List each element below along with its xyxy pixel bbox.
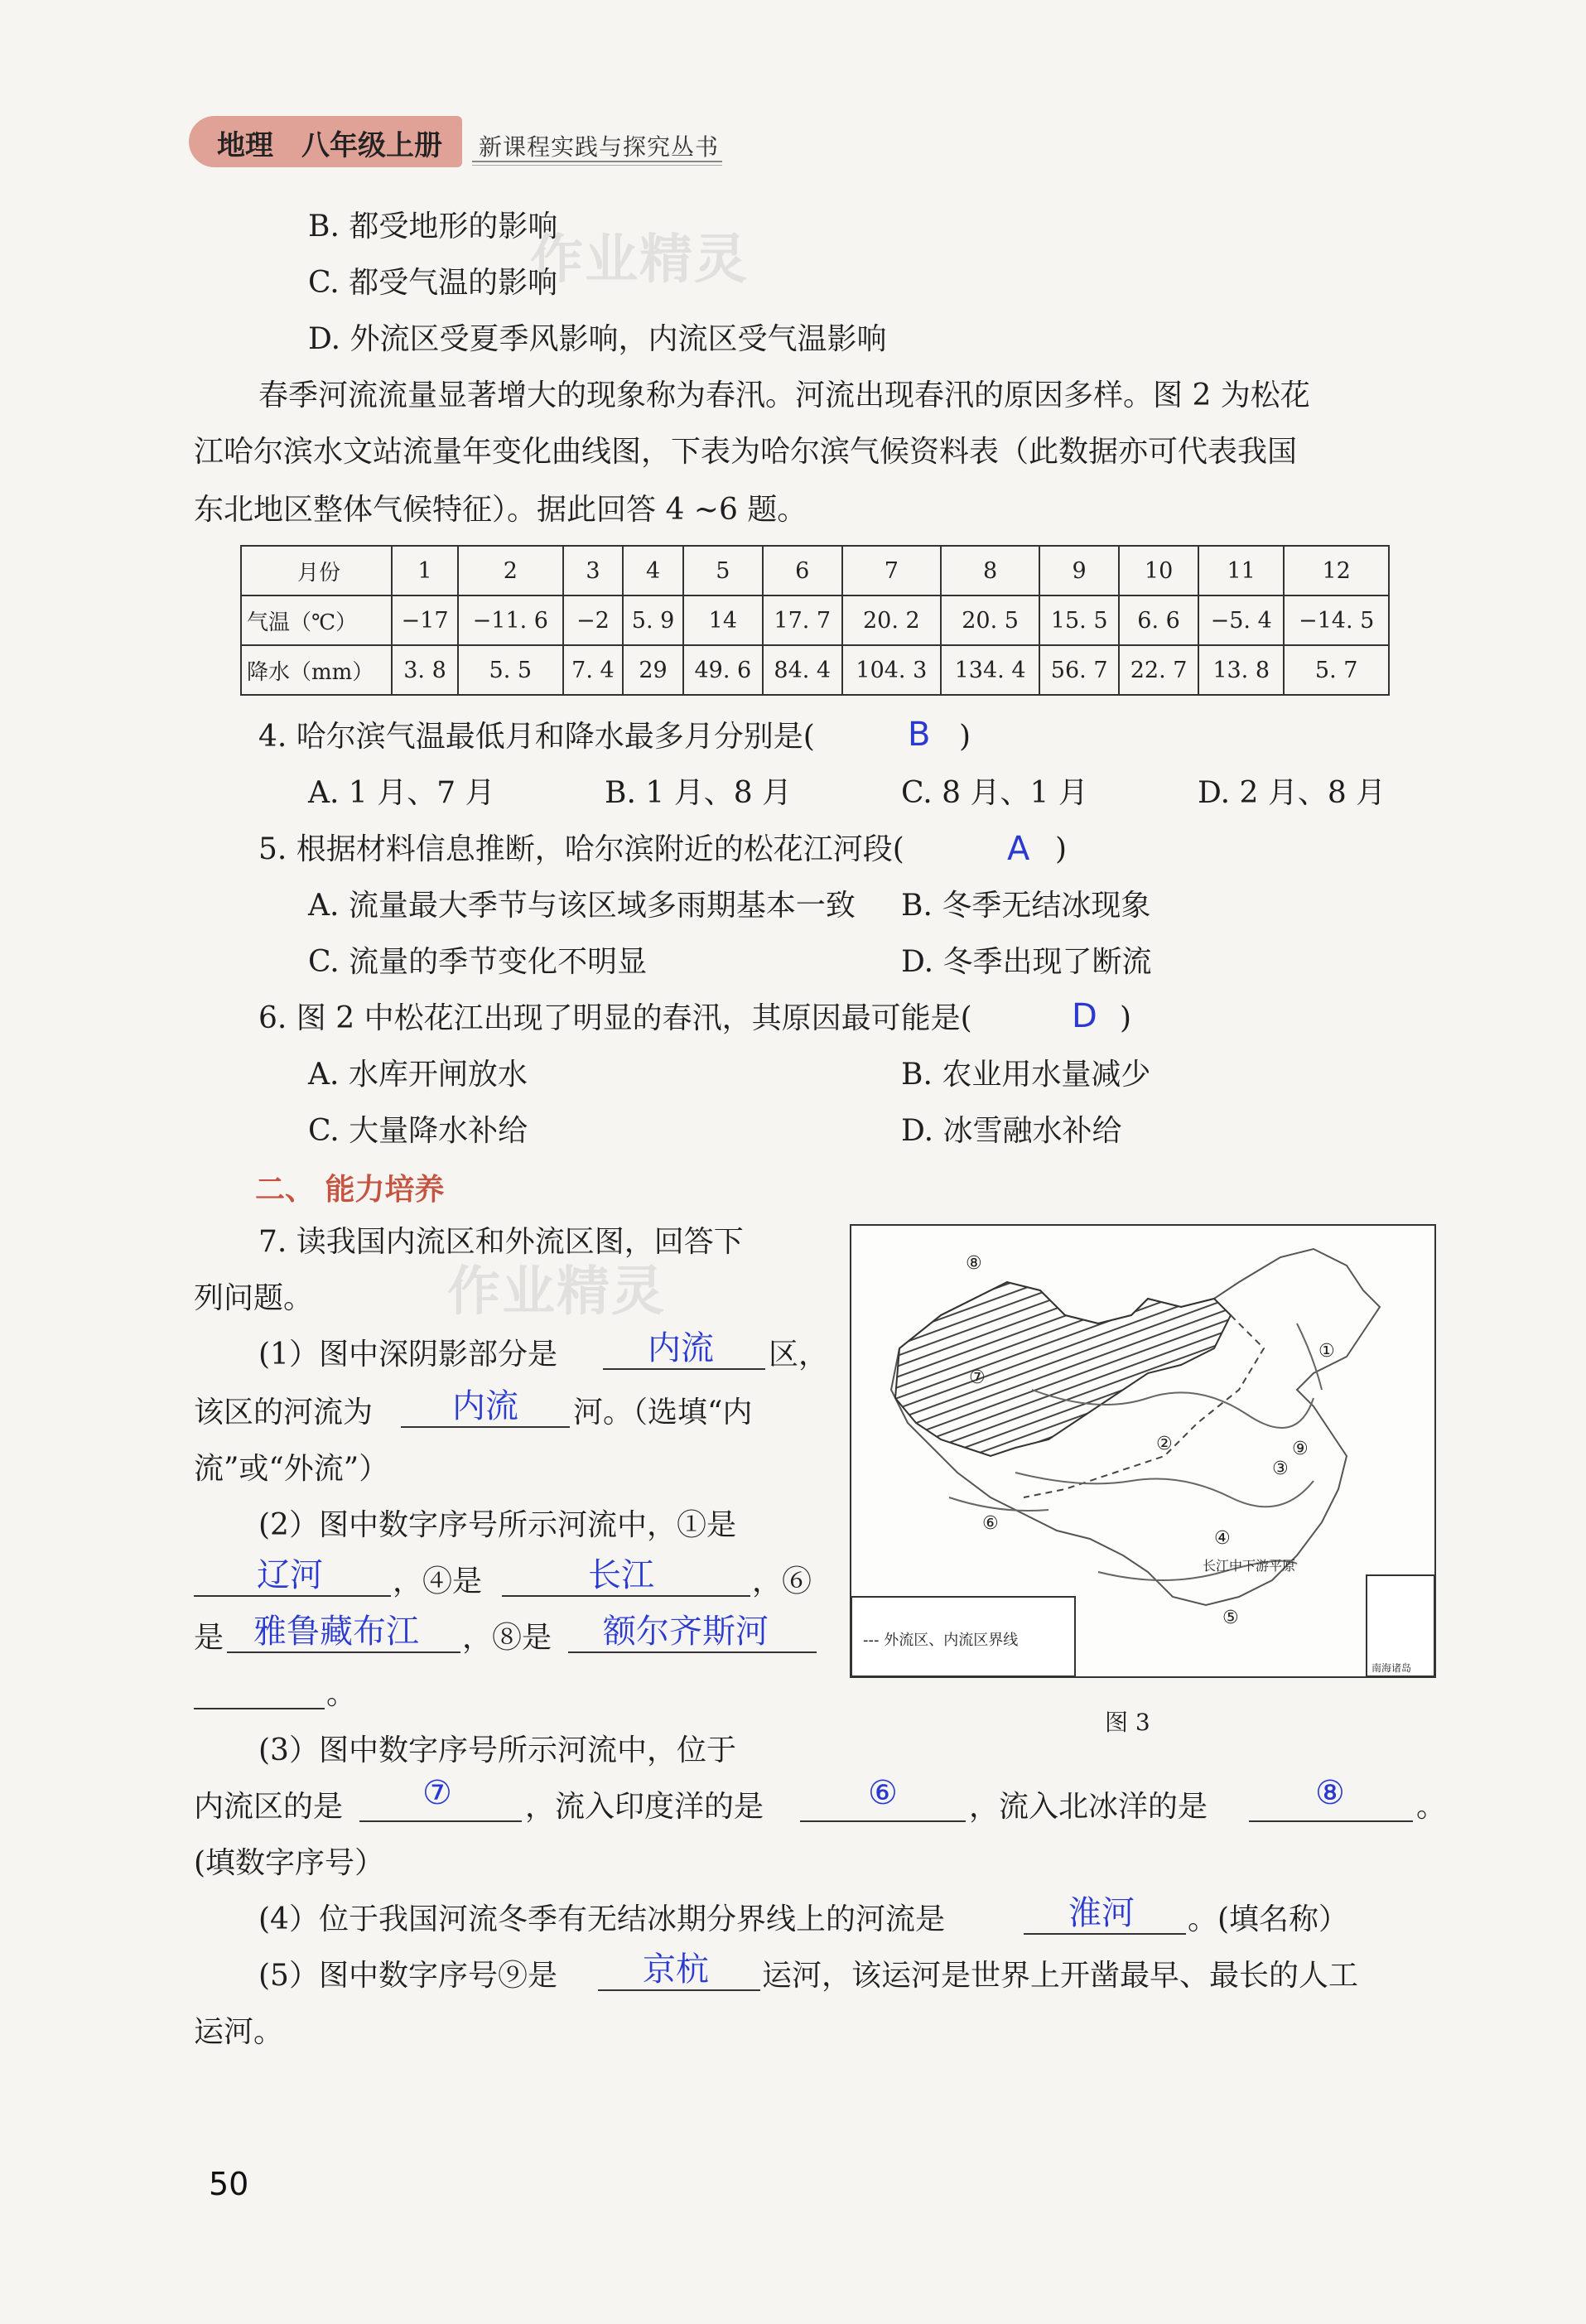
q6-close: ) [1120, 1001, 1132, 1035]
header-grade: 八年级上册 [301, 129, 442, 162]
answer-blank [227, 1651, 460, 1653]
map-marker: ⑥ [982, 1513, 999, 1534]
q7-p3-a: (3）图中数字序号所示河流中，位于 [258, 1733, 736, 1767]
q7-p2-answer-1: 辽河 [257, 1556, 323, 1594]
q7-p3-d: ，流入北冰洋的是 [969, 1790, 1208, 1824]
q7-p5-b: 运河，该运河是世界上开凿最早、最长的人工 [762, 1959, 1359, 1993]
precip-cell: 5. 7 [1284, 645, 1389, 695]
q7-p2-b: ，④是 [393, 1565, 483, 1598]
q5-stem: 5. 根据材料信息推断，哈尔滨附近的松花江河段( [258, 832, 904, 866]
map-marker: ⑧ [966, 1253, 982, 1274]
answer-blank [359, 1820, 522, 1822]
q4-answer: B [908, 716, 931, 754]
intro-line-2: 江哈尔滨水文站流量年变化曲线图，下表为哈尔滨气候资料表（此数据亦可代表我国 [194, 435, 1298, 469]
table-row-months [241, 546, 1389, 595]
temp-cell: −5. 4 [1198, 595, 1284, 645]
header-rule [472, 161, 722, 162]
q7-p2-d: 是 [194, 1621, 224, 1655]
map-marker: ④ [1214, 1528, 1231, 1549]
q7-p4-answer: 淮河 [1068, 1894, 1135, 1932]
q7-p1-a: (1）图中深阴影部分是 [258, 1338, 557, 1372]
table-row-temperature [241, 595, 1389, 645]
month-cell: 9 [1039, 546, 1119, 595]
map-marker: ⑤ [1222, 1608, 1239, 1628]
header-subject: 地理 [217, 129, 273, 162]
month-cell: 6 [763, 546, 842, 595]
q6-option-a: A. 水库开闸放水 [308, 1058, 528, 1092]
q7-p3-c: ，流入印度洋的是 [525, 1790, 764, 1824]
q4-option-b: B. 1 月、8 月 [605, 776, 793, 810]
temp-label: 气温（℃） [241, 595, 392, 645]
precip-cell: 104. 3 [842, 645, 941, 695]
temp-cell: 20. 5 [941, 595, 1039, 645]
q7-p5-answer: 京杭 [643, 1950, 709, 1989]
q4-close: ) [959, 720, 971, 754]
q7-p3-answer-2: ⑥ [868, 1774, 898, 1812]
q7-p5-a: (5）图中数字序号⑨是 [258, 1959, 557, 1993]
q4-option-d: D. 2 月、8 月 [1198, 776, 1386, 810]
answer-blank [800, 1820, 966, 1822]
intro-line-1: 春季河流流量显著增大的现象称为春汛。河流出现春汛的原因多样。图 2 为松花 [258, 378, 1310, 412]
q7-p2-answer-6: 雅鲁藏布江 [253, 1613, 419, 1651]
watermark: 作业精灵 [530, 229, 749, 291]
precip-cell: 49. 6 [683, 645, 763, 695]
q7-p2-c: ，⑥ [752, 1565, 812, 1598]
temp-cell: 20. 2 [842, 595, 941, 645]
q7-p1-answer-2: 内流 [452, 1387, 518, 1425]
month-cell: 10 [1119, 546, 1198, 595]
answer-blank [1024, 1933, 1186, 1935]
q7-p2-answer-4: 长江 [588, 1556, 654, 1594]
map-plain-label: 长江中下游平原 [1203, 1558, 1296, 1574]
q7-p2-f: 。 [326, 1677, 357, 1711]
precip-cell: 134. 4 [941, 645, 1039, 695]
q7-p1-d: 河。（选填“内 [573, 1396, 753, 1430]
answer-blank [194, 1708, 325, 1709]
prev-option-b: B. 都受地形的影响 [308, 210, 558, 243]
q5-close: ) [1055, 832, 1068, 866]
prev-option-c: C. 都受气温的影响 [308, 266, 558, 300]
china-drainage-map [850, 1224, 1436, 1678]
month-cell: 4 [623, 546, 683, 595]
q7-p4-b: 。(填名称） [1188, 1902, 1349, 1936]
q7-p4-a: (4）位于我国河流冬季有无结冰期分界线上的河流是 [258, 1902, 945, 1936]
page-number: 50 [209, 2166, 249, 2202]
month-cell: 2 [458, 546, 563, 595]
q7-p3-answer-1: ⑦ [422, 1774, 452, 1812]
map-inset-box [1367, 1575, 1434, 1676]
q7-p2-e: ，⑧是 [462, 1621, 552, 1655]
q4-option-c: C. 8 月、1 月 [901, 776, 1088, 810]
map-marker: ③ [1272, 1459, 1289, 1479]
month-cell: 11 [1198, 546, 1284, 595]
map-marker: ① [1318, 1341, 1335, 1362]
q7-p2-answer-8: 额尔齐斯河 [603, 1613, 769, 1651]
precip-cell: 5. 5 [458, 645, 563, 695]
map-inset-label: 南海诸岛 [1371, 1662, 1412, 1674]
q7-p1-c: 该区的河流为 [194, 1396, 374, 1430]
q5-option-d: D. 冬季出现了断流 [901, 945, 1152, 979]
map-caption: 图 3 [1105, 1709, 1150, 1736]
q6-option-c: C. 大量降水补给 [308, 1114, 528, 1148]
table-row-precipitation [241, 645, 1389, 695]
answer-blank [502, 1595, 750, 1597]
map-marker: ⑦ [969, 1367, 986, 1388]
temp-cell: −2 [563, 595, 624, 645]
q4-option-a: A. 1 月、7 月 [308, 776, 495, 810]
q7-p2-a: (2）图中数字序号所示河流中，①是 [258, 1508, 736, 1542]
q6-option-b: B. 农业用水量减少 [901, 1058, 1151, 1092]
climate-table [240, 545, 1390, 696]
temp-cell: 6. 6 [1119, 595, 1198, 645]
q7-intro-2: 列问题。 [194, 1281, 314, 1315]
answer-blank [603, 1368, 765, 1370]
q7-p1-e: 流”或“外流”） [194, 1452, 389, 1486]
month-cell: 12 [1284, 546, 1389, 595]
q7-p1-b: 区， [769, 1338, 829, 1372]
temp-cell: −17 [392, 595, 458, 645]
precip-cell: 22. 7 [1119, 645, 1198, 695]
map-marker: ⑨ [1292, 1439, 1309, 1459]
q5-option-c: C. 流量的季节变化不明显 [308, 945, 648, 979]
temp-cell: 14 [683, 595, 763, 645]
answer-blank [401, 1426, 570, 1428]
temp-cell: 17. 7 [763, 595, 842, 645]
precip-label: 降水（mm） [241, 645, 392, 695]
month-cell: 7 [842, 546, 941, 595]
precip-cell: 7. 4 [563, 645, 624, 695]
temp-cell: 5. 9 [623, 595, 683, 645]
q7-p3-e: 。 [1416, 1790, 1447, 1824]
prev-option-d: D. 外流区受夏季风影响，内流区受气温影响 [308, 322, 887, 356]
precip-cell: 56. 7 [1039, 645, 1119, 695]
q7-p5-c: 运河。 [194, 2015, 284, 2049]
precip-cell: 84. 4 [763, 645, 842, 695]
precip-cell: 3. 8 [392, 645, 458, 695]
temp-cell: 15. 5 [1039, 595, 1119, 645]
header-rule-thin [472, 165, 722, 166]
month-cell: 1 [392, 546, 458, 595]
answer-blank [194, 1595, 391, 1597]
answer-blank [598, 1989, 760, 1991]
q6-option-d: D. 冰雪融水补给 [901, 1114, 1122, 1148]
precip-cell: 13. 8 [1198, 645, 1284, 695]
answer-blank [1249, 1820, 1413, 1822]
watermark: 作业精灵 [447, 1261, 666, 1323]
temp-cell: −11. 6 [458, 595, 563, 645]
q5-option-a: A. 流量最大季节与该区域多雨期基本一致 [308, 889, 856, 923]
q7-intro-1: 7. 读我国内流区和外流区图，回答下 [258, 1225, 744, 1259]
q5-option-b: B. 冬季无结冰现象 [901, 889, 1151, 923]
month-cell: 3 [563, 546, 624, 595]
q7-p1-answer-1: 内流 [648, 1329, 714, 1367]
section-title: 二、 能力培养 [255, 1173, 445, 1207]
q4-stem: 4. 哈尔滨气温最低月和降水最多月分别是( [258, 720, 815, 754]
q5-answer: A [1007, 830, 1030, 868]
q7-p3-f: (填数字序号） [194, 1846, 385, 1880]
temp-cell: −14. 5 [1284, 595, 1389, 645]
q6-stem: 6. 图 2 中松花江出现了明显的春汛，其原因最可能是( [258, 1001, 972, 1035]
table-header-label: 月份 [241, 546, 392, 595]
answer-blank [568, 1651, 817, 1653]
precip-cell: 29 [623, 645, 683, 695]
q7-p3-b: 内流区的是 [194, 1790, 344, 1824]
map-marker: ② [1156, 1434, 1173, 1454]
map-legend: --- 外流区、内流区界线 [863, 1632, 1019, 1649]
q6-answer: D [1072, 997, 1097, 1035]
q7-p3-answer-3: ⑧ [1315, 1774, 1345, 1812]
intro-line-3: 东北地区整体气候特征）。据此回答 4 ~6 题。 [194, 493, 807, 527]
header-series: 新课程实践与探究丛书 [479, 133, 720, 161]
month-cell: 5 [683, 546, 763, 595]
month-cell: 8 [941, 546, 1039, 595]
